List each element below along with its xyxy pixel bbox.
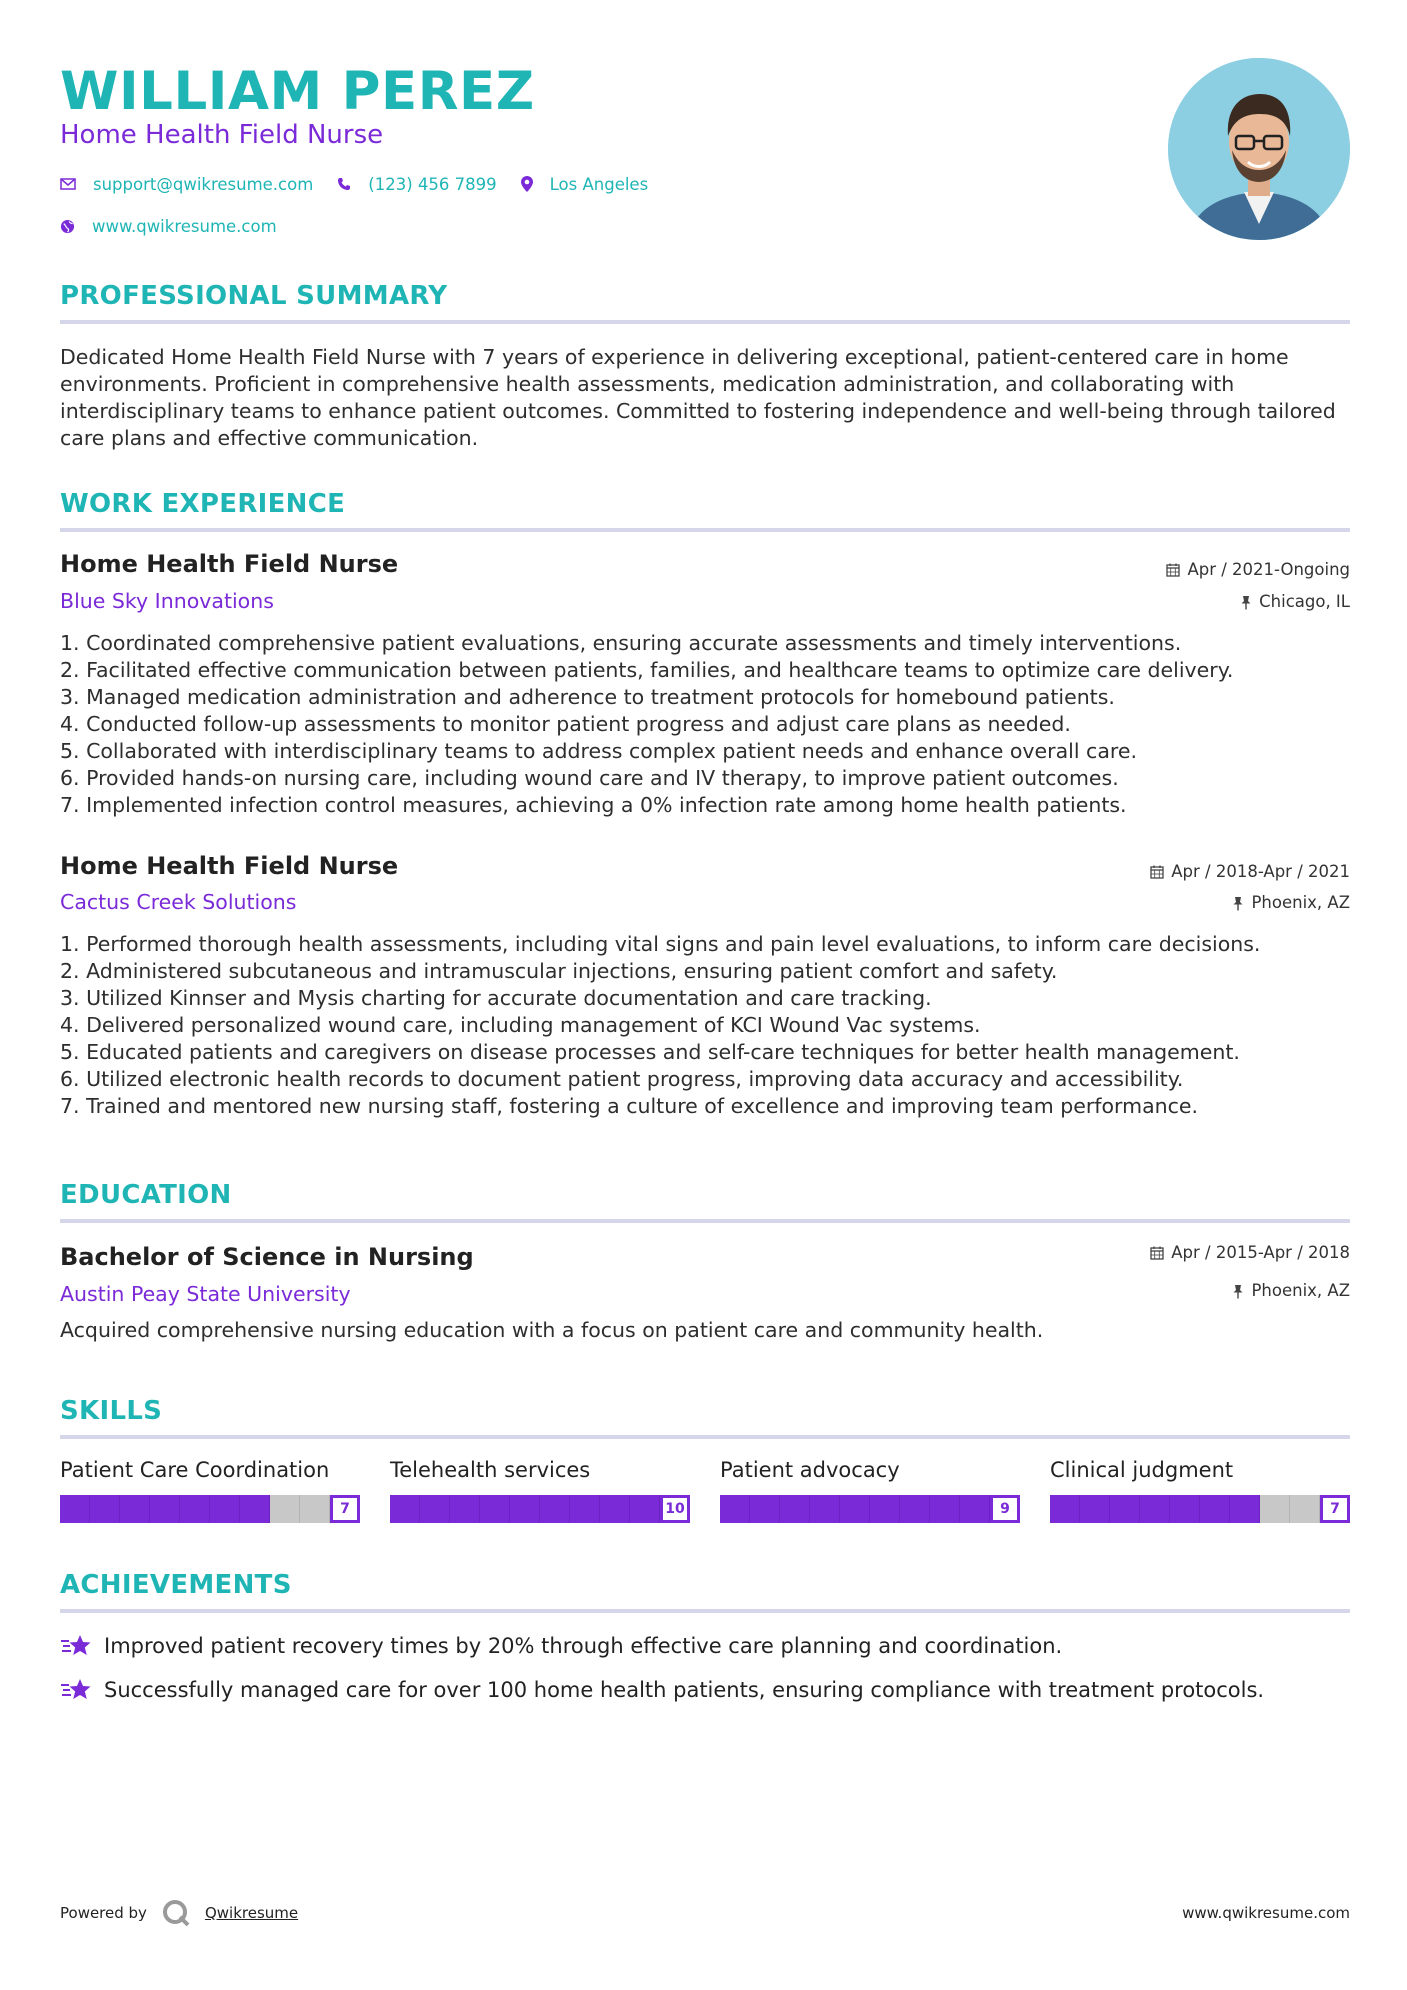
skill-segment — [570, 1495, 600, 1523]
map-pin-icon — [521, 176, 533, 192]
skill-segment — [810, 1495, 840, 1523]
list-item: 5. Collaborated with interdisciplinary teams to address complex patient needs and enhance overall care. — [60, 739, 1137, 763]
list-item: 1. Performed thorough health assessments, including vital signs and pain level evaluations, to inform care decisions. — [60, 932, 1261, 956]
list-item: 2. Facilitated effective communication between patients, families, and healthcare teams to optimize care delivery. — [60, 658, 1234, 682]
skill-segment — [90, 1495, 120, 1523]
resume-page — [60, 0, 1350, 1990]
dates-text: Apr / 2018-Apr / 2021 — [1171, 862, 1350, 881]
skill-segment — [210, 1495, 240, 1523]
envelope-icon — [60, 178, 76, 190]
phone-text: (123) 456 7899 — [368, 174, 497, 194]
skill-item — [60, 1456, 360, 1523]
section-divider — [60, 320, 1350, 324]
skills-heading: SKILLS — [60, 1396, 163, 1426]
calendar-icon — [1150, 865, 1164, 879]
candidate-name: WILLIAM PEREZ — [60, 61, 535, 122]
degree-title: Bachelor of Science in Nursing — [60, 1243, 474, 1271]
experience-heading: WORK EXPERIENCE — [60, 489, 346, 519]
skill-level-badge: 10 — [660, 1495, 690, 1523]
skill-segment — [450, 1495, 480, 1523]
calendar-icon — [1166, 563, 1180, 577]
job-bullets — [60, 630, 1350, 819]
contact-row-2 — [60, 214, 301, 238]
section-divider — [60, 528, 1350, 532]
skill-level-badge: 7 — [330, 1495, 360, 1523]
location-text: Chicago, IL — [1259, 592, 1350, 611]
skill-segment — [1080, 1495, 1110, 1523]
skill-segment — [540, 1495, 570, 1523]
list-item: 4. Delivered personalized wound care, including management of KCI Wound Vac systems. — [60, 1013, 981, 1037]
skill-segment — [1290, 1495, 1320, 1523]
dates-text: Apr / 2021-Ongoing — [1187, 560, 1350, 579]
list-item: 2. Administered subcutaneous and intramuscular injections, ensuring patient comfort and safety. — [60, 959, 1058, 983]
skill-level-badge: 7 — [1320, 1495, 1350, 1523]
skill-segment — [480, 1495, 510, 1523]
skill-segment — [1200, 1495, 1230, 1523]
skill-segment — [120, 1495, 150, 1523]
list-item: 5. Educated patients and caregivers on disease processes and self-care techniques for better health management. — [60, 1040, 1240, 1064]
skill-bar — [720, 1495, 1020, 1523]
website-text: www.qwikresume.com — [92, 216, 277, 236]
skill-segment — [150, 1495, 180, 1523]
skill-segment — [720, 1495, 750, 1523]
contact-website[interactable] — [60, 217, 277, 236]
skill-level-badge: 9 — [990, 1495, 1020, 1523]
company-name: Cactus Creek Solutions — [60, 890, 297, 914]
person-portrait-icon — [1168, 58, 1350, 240]
company-name: Blue Sky Innovations — [60, 589, 274, 613]
education-description: Acquired comprehensive nursing education with a focus on patient care and community health. — [60, 1318, 1044, 1342]
summary-heading: PROFESSIONAL SUMMARY — [60, 281, 448, 311]
skill-item — [390, 1456, 690, 1523]
job-location — [1240, 591, 1350, 613]
skill-segment — [300, 1495, 330, 1523]
skill-name: Patient advocacy — [720, 1458, 900, 1482]
location-text: Phoenix, AZ — [1251, 1281, 1350, 1300]
job-title: Home Health Field Nurse — [60, 852, 399, 880]
list-item: 6. Utilized electronic health records to document patient progress, improving data accuracy and accessibility. — [60, 1067, 1184, 1091]
job-dates — [1166, 559, 1350, 581]
skill-segment — [1050, 1495, 1080, 1523]
skill-segment — [960, 1495, 990, 1523]
list-item: 3. Utilized Kinnser and Mysis charting for accurate documentation and care tracking. — [60, 986, 932, 1010]
contact-phone[interactable] — [337, 175, 496, 194]
school-name: Austin Peay State University — [60, 1282, 351, 1306]
skill-segment — [930, 1495, 960, 1523]
skill-item — [1050, 1456, 1350, 1523]
skill-bar — [390, 1495, 690, 1523]
achievement-text: Improved patient recovery times by 20% through effective care planning and coordination. — [104, 1634, 1063, 1658]
shooting-star-icon — [60, 1633, 92, 1659]
skill-segment — [270, 1495, 300, 1523]
section-divider — [60, 1435, 1350, 1439]
profile-photo — [1168, 58, 1350, 240]
skill-segment — [840, 1495, 870, 1523]
list-item: 3. Managed medication administration and adherence to treatment protocols for homebound patients. — [60, 685, 1115, 709]
skill-segment — [60, 1495, 90, 1523]
skill-segment — [870, 1495, 900, 1523]
job-location — [1232, 892, 1350, 914]
skill-segment — [600, 1495, 630, 1523]
skill-segment — [180, 1495, 210, 1523]
section-divider — [60, 1609, 1350, 1613]
location-text: Phoenix, AZ — [1251, 893, 1350, 912]
list-item: 7. Trained and mentored new nursing staff, fostering a culture of excellence and improving team performance. — [60, 1094, 1199, 1118]
skill-name: Patient Care Coordination — [60, 1458, 330, 1482]
list-item: 1. Coordinated comprehensive patient evaluations, ensuring accurate assessments and timely interventions. — [60, 631, 1182, 655]
calendar-icon — [1150, 1246, 1164, 1260]
footer-powered-by — [60, 1898, 298, 1928]
skill-segment — [1170, 1495, 1200, 1523]
skill-segment — [510, 1495, 540, 1523]
job-bullets — [60, 931, 1350, 1120]
list-item: 7. Implemented infection control measures, achieving a 0% infection rate among home health patients. — [60, 793, 1127, 817]
education-dates — [1150, 1242, 1350, 1264]
skill-name: Clinical judgment — [1050, 1458, 1234, 1482]
education-heading: EDUCATION — [60, 1180, 232, 1210]
skill-segment — [900, 1495, 930, 1523]
job-title: Home Health Field Nurse — [60, 550, 399, 578]
skill-segment — [630, 1495, 660, 1523]
skill-segment — [420, 1495, 450, 1523]
list-item: 4. Conducted follow-up assessments to monitor patient progress and adjust care plans as needed. — [60, 712, 1071, 736]
achievement-item — [60, 1632, 1062, 1660]
skill-bar — [60, 1495, 360, 1523]
location-text: Los Angeles — [549, 174, 649, 194]
skill-segment — [1140, 1495, 1170, 1523]
email-text: support@qwikresume.com — [93, 174, 314, 194]
skill-bar — [1050, 1495, 1350, 1523]
footer-url[interactable]: www.qwikresume.com — [1182, 1904, 1350, 1922]
skill-segment — [1260, 1495, 1290, 1523]
achievements-heading: ACHIEVEMENTS — [60, 1570, 292, 1600]
skill-item — [720, 1456, 1020, 1523]
achievement-text: Successfully managed care for over 100 home health patients, ensuring compliance with treatment protocols. — [104, 1678, 1265, 1702]
contact-row — [60, 172, 672, 196]
shooting-star-icon — [60, 1677, 92, 1703]
brand-link[interactable]: Qwikresume — [204, 1904, 299, 1922]
candidate-title: Home Health Field Nurse — [60, 120, 384, 150]
dates-text: Apr / 2015-Apr / 2018 — [1171, 1243, 1350, 1262]
skill-segment — [240, 1495, 270, 1523]
achievement-item — [60, 1676, 1264, 1704]
contact-location — [521, 175, 649, 194]
pushpin-icon — [1232, 1284, 1244, 1299]
contact-email[interactable] — [60, 175, 313, 194]
education-location — [1232, 1280, 1350, 1302]
powered-by-label: Powered by — [60, 1904, 147, 1922]
qwikresume-logo-icon — [161, 1898, 191, 1928]
skill-segment — [390, 1495, 420, 1523]
pushpin-icon — [1240, 595, 1252, 610]
skill-segment — [1230, 1495, 1260, 1523]
phone-icon — [337, 177, 351, 191]
skill-segment — [1110, 1495, 1140, 1523]
list-item: 6. Provided hands-on nursing care, including wound care and IV therapy, to improve patient outcomes. — [60, 766, 1119, 790]
skill-segment — [750, 1495, 780, 1523]
globe-icon — [60, 219, 75, 234]
summary-text: Dedicated Home Health Field Nurse with 7 years of experience in delivering exceptional, patient-centered care in home environments. Proficient in comprehensive health assessments, medication administration, and collaborating with interdisciplinary teams to enhance patient outcomes. Committed to fostering independence and well-being through tailored care plans and effective communication. — [60, 345, 1336, 450]
skill-segment — [780, 1495, 810, 1523]
job-dates — [1150, 861, 1350, 883]
section-divider — [60, 1219, 1350, 1223]
pushpin-icon — [1232, 896, 1244, 911]
skill-name: Telehealth services — [390, 1458, 591, 1482]
